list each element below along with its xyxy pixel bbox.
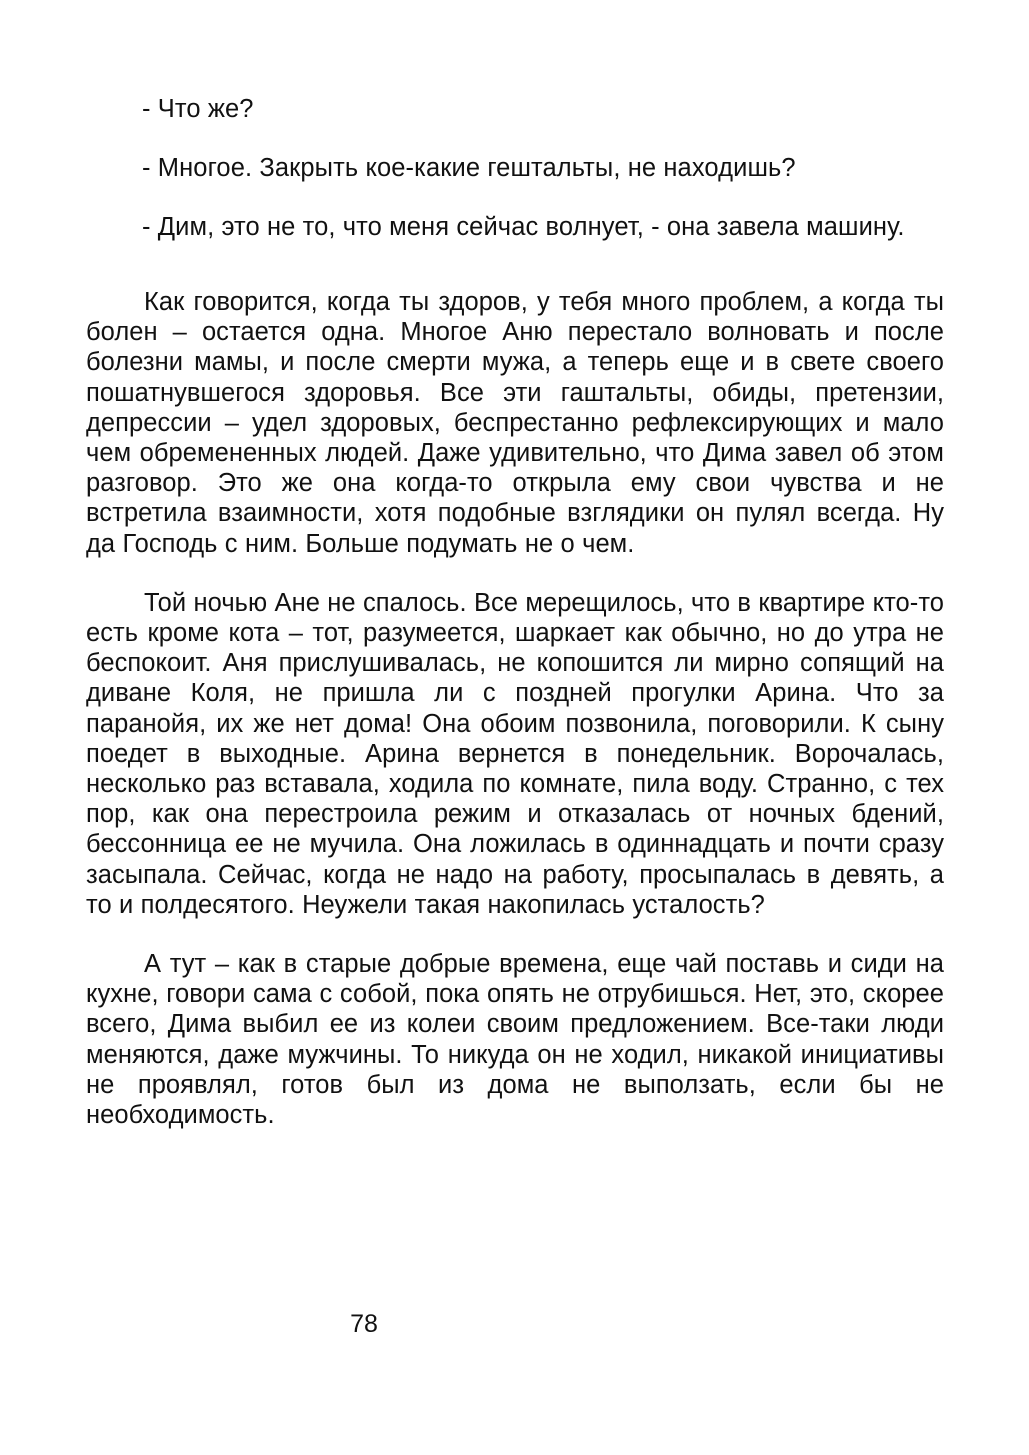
page-text-column [86, 80, 944, 1130]
page-number: 78 [350, 1310, 378, 1338]
dialogue-line-3: - Дим, это не то, что меня сейчас волнует, - она завела машину. [142, 213, 905, 241]
body-paragraph-3: А тут – как в старые добрые времена, еще чай поставь и сиди на кухне, говори сама с собой, пока опять не отрубишься. Нет, это, скорее всего, Дима выбил ее из колеи своим предложением. Все-таки люди меняются, даже мужчины. То никуда он не ходил, никакой инициативы не проявлял, готов был из дома не выползать, если бы не необходимость. [86, 950, 944, 1130]
body-paragraph-1: Как говорится, когда ты здоров, у тебя много проблем, а когда ты болен – остается одна. Многое Аню перестало волновать и после болезни мамы, и после смерти мужа, а теперь еще и в свете своего пошатнувшегося здоровья. Все эти гаштальты, обиды, претензии, депрессии – удел здоровых, беспрестанно рефлексирующих и мало чем обремененных людей. Даже удивительно, что Дима завел об этом разговор. Это же она когда-то открыла ему свои чувства и не встретила взаимности, хотя подобные взглядики он пулял всегда. Ну да Господь с ним. Больше подумать не о чем. [86, 288, 944, 558]
dialogue-line-1: - Что же? [142, 95, 254, 123]
dialogue-line-2: - Многое. Закрыть кое-какие гештальты, не находишь? [142, 154, 796, 182]
body-paragraph-2: Той ночью Ане не спалось. Все мерещилось, что в квартире кто-то есть кроме кота – тот, разумеется, шаркает как обычно, но до утра не беспокоит. Аня прислушивалась, не копошится ли мирно сопящий на диване Коля, не пришла ли с поздней прогулки Арина. Что за паранойя, их же нет дома! Она обоим позвонила, поговорили. К сыну поедет в выходные. Арина вернется в понедельник. Ворочалась, несколько раз вставала, ходила по комнате, пила воду. Странно, с тех пор, как она перестроила режим и отказалась от ночных бдений, бессонница ее не мучила. Она ложилась в одиннадцать и почти сразу засыпала. Сейчас, когда не надо на работу, просыпалась в девять, а то и полдесятого. Неужели такая накопилась усталость? [86, 588, 944, 919]
dialogue-block [86, 80, 944, 257]
